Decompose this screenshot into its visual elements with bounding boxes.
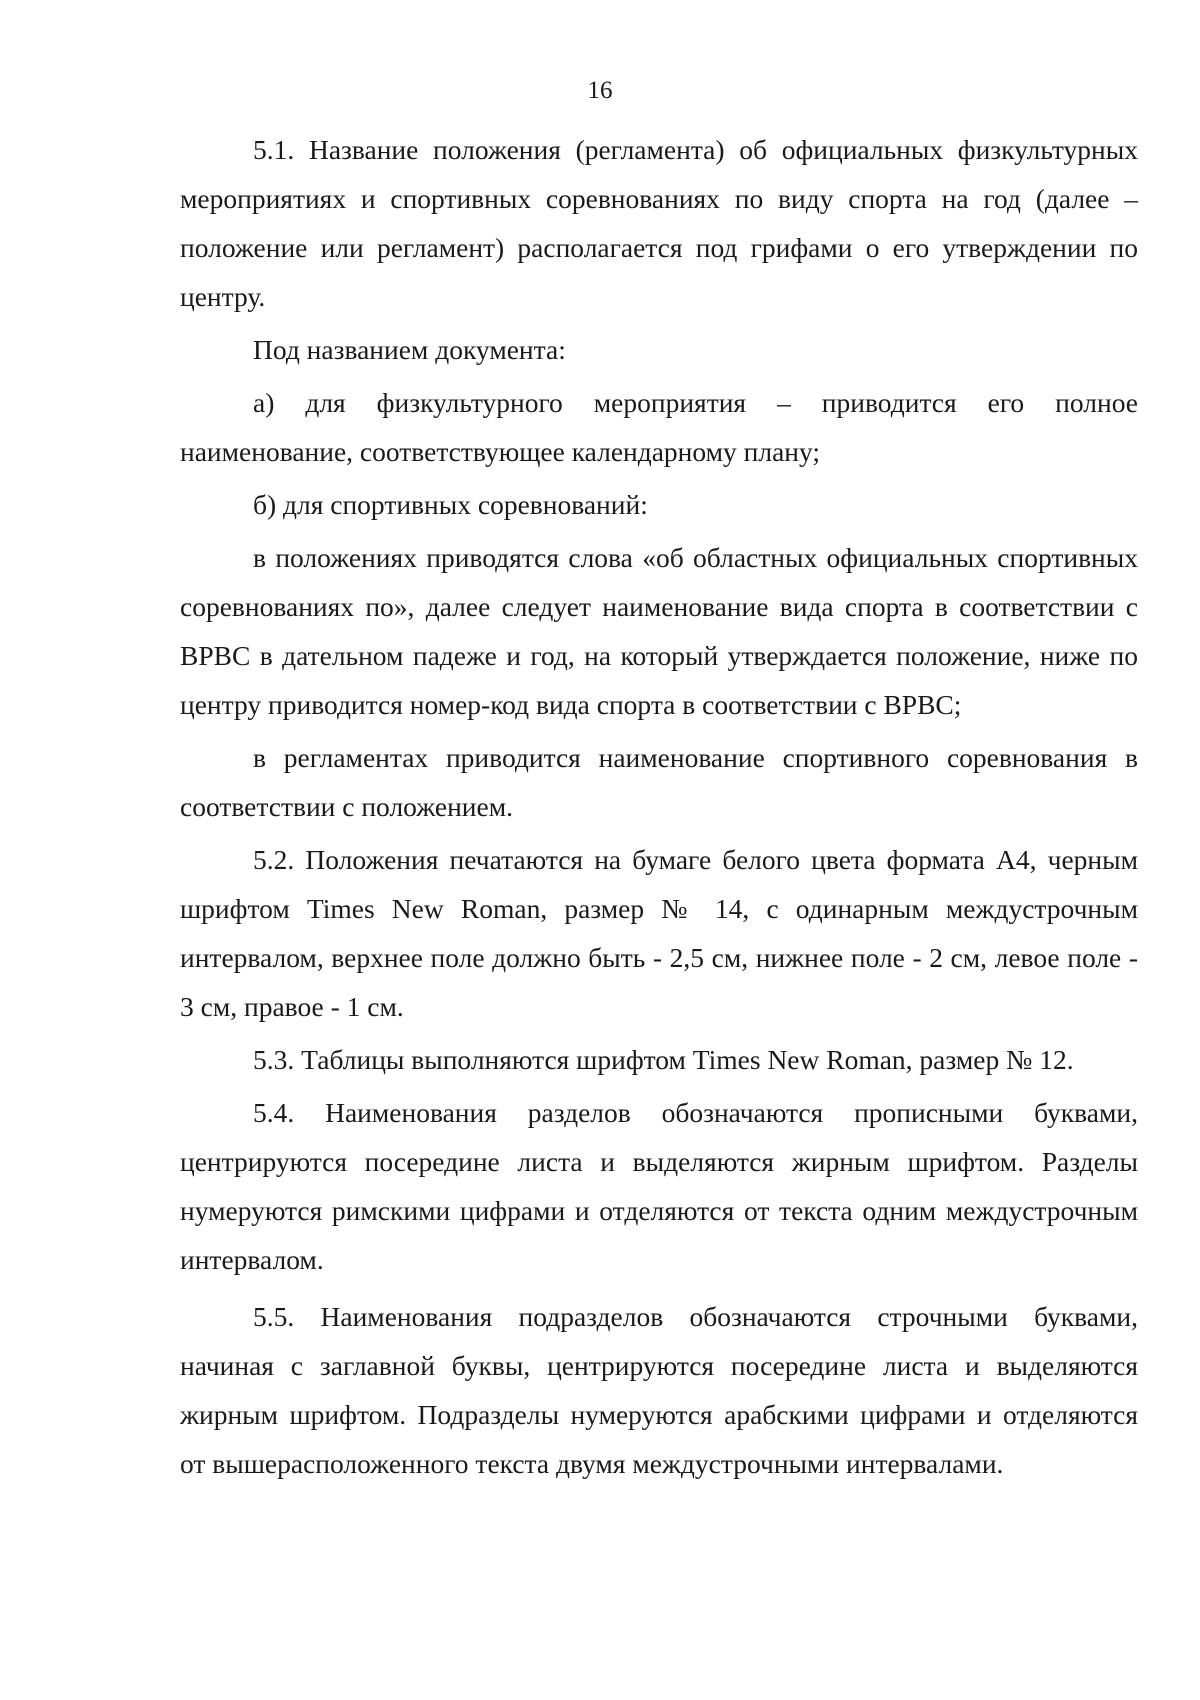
paragraph-5-3: 5.3. Таблицы выполняются шрифтом Times New Roman, размер № 12. xyxy=(253,1044,1074,1075)
document-body xyxy=(180,125,1138,1488)
page-number: 16 xyxy=(587,77,613,104)
paragraph-5-5: 5.5. Наименования подразделов обозначаются строчными буквами, начиная с заглавной буквы, центрируются посередине листа и выделяются жирным шрифтом. Подразделы нумеруются арабскими цифрами и отделяются от вышерасположенного текста двумя междустрочными интервалами. xyxy=(180,1301,1138,1479)
paragraph-5-2: 5.2. Положения печатаются на бумаге белого цвета формата А4, черным шрифтом Times New Roman, размер № 14, с одинарным междустрочным интервалом, верхнее поле должно быть - 2,5 см, нижнее поле - 2 см, левое поле - 3 см, правое - 1 см. xyxy=(180,844,1138,1022)
paragraph-item-b: б) для спортивных соревнований: xyxy=(253,489,648,520)
paragraph-item-a: а) для физкультурного мероприятия – приводится его полное наименование, соответствующее календарному плану; xyxy=(180,387,1138,467)
paragraph-regulations: в положениях приводятся слова «об областных официальных спортивных соревнованиях по», далее следует наименование вида спорта в соответствии с ВРВС в дательном падеже и год, на который утверждается положение, ниже по центру приводится номер-код вида спорта в соответствии с ВРВС; xyxy=(180,542,1138,720)
paragraph-5-4: 5.4. Наименования разделов обозначаются прописными буквами, центрируются посередине листа и выделяются жирным шрифтом. Разделы нумеруются римскими цифрами и отделяются от текста одним междустрочным интервалом. xyxy=(180,1097,1138,1275)
paragraph-under-title: Под названием документа: xyxy=(253,334,566,365)
paragraph-5-1: 5.1. Название положения (регламента) об официальных физкультурных мероприятиях и спортивных соревнованиях по виду спорта на год (далее – положение или регламент) располагается под грифами о его утверждении по центру. xyxy=(180,134,1138,312)
paragraph-reglaments: в регламентах приводится наименование спортивного соревнования в соответствии с положением. xyxy=(180,742,1138,822)
